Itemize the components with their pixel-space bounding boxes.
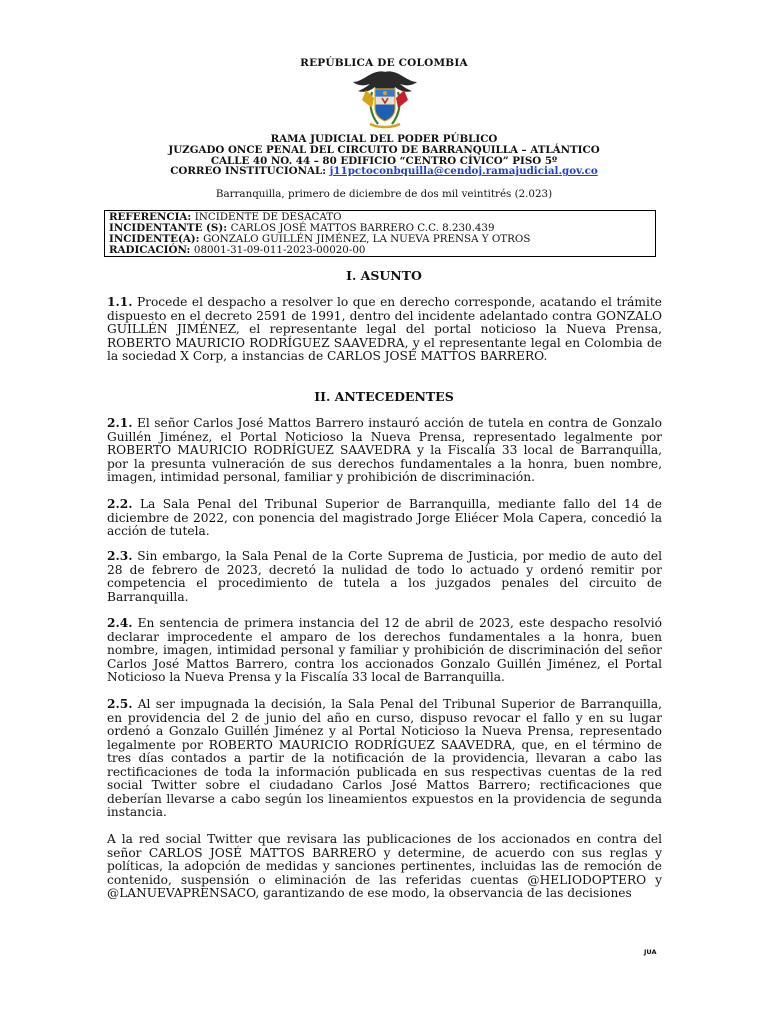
paragraph-2-5: 2.5. Al ser impugnada la decisión, la Sala Penal del Tribunal Superior de Barranquilla, en providencia del 2 de junio del año en curso, dispuso revocar el fallo y en su lugar ordenó a Gonzalo Guillén Jiménez y al Portal Noticioso la Nueva Prensa, representado legalmente por ROBERTO MAURICIO RODRÍGUEZ SAAVEDRA, que, en el término de tres días contados a partir de la notificación de la providencia, llevaran a cabo las rectificaciones de toda la información publicada en sus respectivas cuentas de la red social Twitter sobre el ciudadano Carlos José Mattos Barrero; rectificaciones que deberían llevarse a cabo según los lineamientos expuestos en la providencia de segunda instancia.: [107, 697, 662, 819]
email-line: [0, 166, 768, 177]
paragraph-2-4: 2.4. En sentencia de primera instancia del 12 de abril de 2023, este despacho resolvió declarar improcedente el amparo de los derechos fundamentales a la honra, buen nombre, imagen, intimidad personal y familiar y prohibición de discriminación del señor Carlos José Mattos Barrero, contra los accionados Gonzalo Guillén Jiménez, el Portal Noticioso la Nueva Prensa y la Fiscalía 33 local de Barranquilla.: [107, 616, 662, 684]
court-line: JUZGADO ONCE PENAL DEL CIRCUITO DE BARRANQUILLA – ATLÁNTICO: [168, 143, 600, 156]
paragraph-2-1: 2.1. El señor Carlos José Mattos Barrero instauró acción de tutela en contra de Gonzalo Guillén Jiménez, el Portal Noticioso la Nueva Prensa, representado legalmente por ROBERTO MAURICIO RODRÍGUEZ SAAVEDRA y la Fiscalía 33 local de Barranquilla, por la presunta vulneración de sus derechos fundamentales a la honra, buen nombre, imagen, intimidad personal, familiar y prohibición de discriminación.: [107, 416, 662, 484]
paragraph-2-2: 2.2. La Sala Penal del Tribunal Superior de Barranquilla, mediante fallo del 14 de diciembre de 2022, con ponencia del magistrado Jorge Eliécer Mola Capera, concedió la acción de tutela.: [107, 497, 662, 538]
incidentado-row: INCIDENTE(A): GONZALO GUILLÉN JIMÉNEZ, LA NUEVA PRENSA Y OTROS: [109, 233, 531, 245]
paragraph-1-1: 1.1. Procede el despacho a resolver lo que en derecho corresponde, acatando el trámite dispuesto en el decreto 2591 de 1991, dentro del incidente adelantado contra GONZALO GUILLÉN JIMÉNEZ, el representante legal del portal noticioso la Nueva Prensa, ROBERTO MAURICIO RODRÍGUEZ SAAVEDRA, y el representante legal en Colombia de la sociedad X Corp, a instancias de CARLOS JOSÉ MATTOS BARRERO.: [107, 295, 662, 363]
footer-initials: JUA: [644, 948, 657, 956]
colombia-coat-of-arms-icon: [352, 68, 418, 130]
reference-row: REFERENCIA: INCIDENTE DE DESACATO: [109, 211, 342, 223]
email-label: CORREO INSTITUCIONAL:: [170, 165, 330, 178]
section-title-asunto: I. ASUNTO: [346, 268, 422, 283]
email-link[interactable]: j11pctoconbquilla@cendoj.ramajudicial.gov.co: [329, 165, 598, 178]
paragraph-twitter-order: A la red social Twitter que revisara las publicaciones de los accionados en contra del señor CARLOS JOSÉ MATTOS BARRERO y determine, de acuerdo con sus reglas y políticas, la adopción de medidas y sanciones pertinentes, incluidas las de remoción de contenido, suspensión o eliminación de las referidas cuentas @HELIODOPTERO y @LANUEVAPRENSACO, garantizando de ese modo, la observancia de las decisiones: [107, 832, 662, 900]
branch-line: RAMA JUDICIAL DEL PODER PÚBLICO: [270, 133, 498, 145]
reference-box: [104, 210, 656, 257]
radicacion-row: RADICACIÓN: 08001-31-09-011-2023-00020-00: [109, 244, 366, 256]
address-line: CALLE 40 NO. 44 – 80 EDIFICIO “CENTRO CÍVICO” PISO 5º: [210, 154, 558, 167]
incidentante-row: INCIDENTANTE (S): CARLOS JOSÉ MATTOS BARRERO C.C. 8.230.439: [109, 222, 495, 234]
section-title-antecedentes: II. ANTECEDENTES: [314, 389, 454, 404]
court-header: [0, 134, 768, 177]
date-line: Barranquilla, primero de diciembre de dos mil veintitrés (2.023): [215, 188, 553, 200]
paragraph-2-3: 2.3. Sin embargo, la Sala Penal de la Corte Suprema de Justicia, por medio de auto del 28 de febrero de 2023, decretó la nulidad de todo lo actuado y ordenó remitir por competencia el procedimiento de tutela a los juzgados penales del circuito de Barranquilla.: [107, 549, 662, 604]
country-heading: REPÚBLICA DE COLOMBIA: [300, 57, 468, 69]
